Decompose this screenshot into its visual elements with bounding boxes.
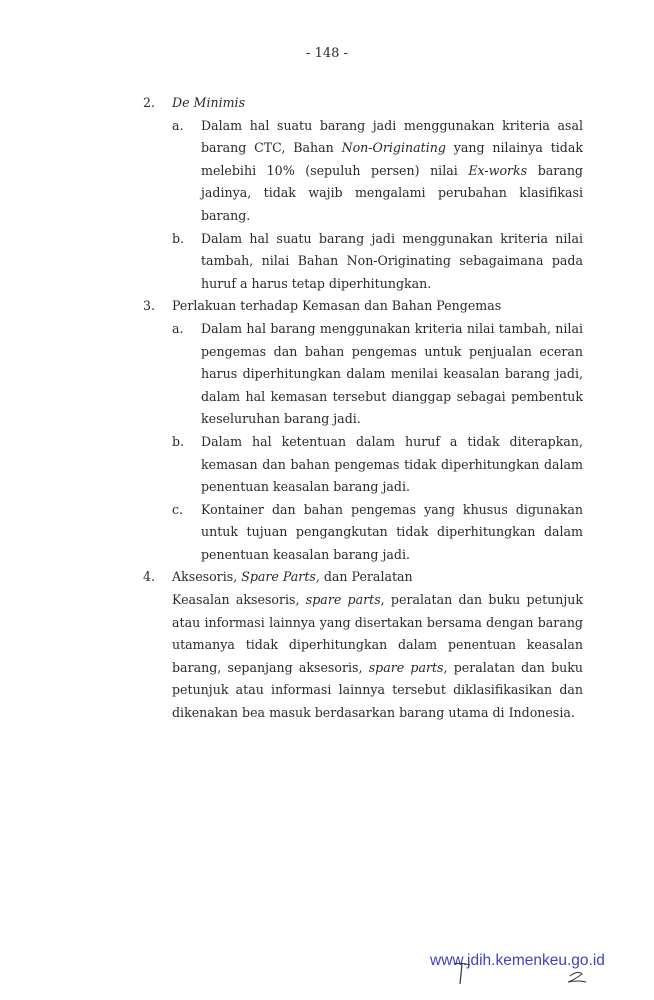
section-number: 4. (143, 569, 156, 585)
text-run: barang jadinya, tidak wajib mengalami perubahan klasifikasi barang. (201, 162, 583, 223)
document-body (143, 92, 583, 725)
italic-term: Non-Originating (341, 140, 446, 156)
point-text: Kontainer dan bahan pengemas yang khusus digunakan untuk tujuan pengangkutan tidak diperhitungkan dalam penentuan keasalan barang jadi. (201, 501, 583, 562)
section-title: Perlakuan terhadap Kemasan dan Bahan Pengemas (172, 298, 502, 314)
italic-term: spare parts (305, 592, 381, 608)
section-packaging (143, 295, 583, 566)
initials-signature-icon (440, 956, 590, 996)
point-text (201, 115, 583, 228)
section-accessories (143, 566, 583, 724)
section-de-minimis (143, 92, 583, 295)
point-a (172, 318, 583, 431)
point-letter: a. (172, 320, 184, 336)
point-c (172, 499, 583, 567)
section-body (172, 589, 583, 725)
point-letter: a. (172, 117, 184, 133)
point-letter: b. (172, 433, 185, 449)
text-run: , peralatan dan buku petunjuk atau informasi lainnya yang disertakan bersama dengan barang utamanya tidak diperhitungkan dalam penentuan keasalan barang, sepanjang aksesoris, (172, 592, 583, 675)
text-run: Dalam hal suatu barang jadi menggunakan kriteria asal barang CTC, Bahan (201, 117, 583, 156)
point-text: Dalam hal barang menggunakan kriteria nilai tambah, nilai pengemas dan bahan pengemas untuk penjualan eceran harus diperhitungkan dalam menilai keasalan barang jadi, dalam hal kemasan tersebut dianggap sebagai pembentuk keseluruhan barang jadi. (201, 320, 583, 427)
point-text: Dalam hal suatu barang jadi menggunakan kriteria nilai tambah, nilai Bahan Non-Originating sebagaimana pada huruf a harus tetap diperhitungkan. (201, 230, 583, 291)
point-a (172, 115, 583, 228)
point-letter: b. (172, 230, 185, 246)
italic-term: Spare Parts (241, 569, 316, 585)
point-text: Dalam hal ketentuan dalam huruf a tidak diterapkan, kemasan dan bahan pengemas tidak diperhitungkan dalam penentuan keasalan barang jadi. (201, 433, 583, 495)
section-title (172, 566, 583, 589)
italic-term: Ex-works (468, 162, 528, 178)
text-run: , peralatan dan buku petunjuk atau informasi lainnya tersebut diklasifikasikan dan dikenakan bea masuk berdasarkan barang utama di Indonesia. (172, 659, 583, 721)
point-b (172, 431, 583, 499)
section-number: 2. (143, 95, 156, 110)
text-run: Keasalan aksesoris, (172, 592, 306, 608)
section-number: 3. (143, 298, 156, 314)
point-letter: c. (172, 501, 184, 517)
section-title: De Minimis (172, 95, 246, 110)
page-number: - 148 - (306, 46, 348, 61)
italic-term: spare parts (368, 659, 444, 675)
text-run: yang nilainya tidak melebihi 10% (sepuluh persen) nilai (201, 140, 583, 178)
point-b (172, 228, 583, 296)
jdih-website-link[interactable]: www.jdih.kemenkeu.go.id (430, 952, 605, 969)
text-run: Aksesoris, (172, 569, 242, 585)
text-run: , dan Peralatan (315, 569, 413, 585)
